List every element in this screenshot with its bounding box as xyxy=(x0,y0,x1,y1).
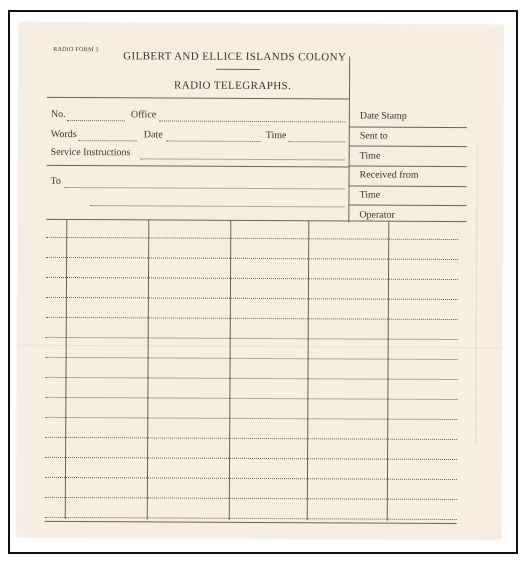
form-subtitle: RADIO TELEGRAPHS. xyxy=(173,79,292,93)
date-stamp-label: Date Stamp xyxy=(359,110,407,122)
form-title: GILBERT AND ELLICE ISLANDS COLONY xyxy=(123,50,347,64)
words-label: Words xyxy=(50,128,77,141)
grid-bottom-rule xyxy=(45,521,457,524)
received-time-label: Time xyxy=(359,189,381,201)
sent-time-label: Time xyxy=(359,150,381,162)
time-field[interactable] xyxy=(289,141,345,142)
time-label: Time xyxy=(265,130,287,142)
date-stamp-rule xyxy=(349,126,467,128)
service-instructions-label: Service Instructions xyxy=(50,146,131,159)
no-field[interactable] xyxy=(67,120,125,121)
to-field-line-2[interactable] xyxy=(90,205,344,207)
grid-column-divider xyxy=(147,219,150,519)
to-label: To xyxy=(50,175,61,187)
header-rule xyxy=(47,97,349,100)
grid-row-line[interactable] xyxy=(46,277,458,280)
grid-row-line[interactable] xyxy=(46,257,458,260)
received-from-rule xyxy=(348,185,466,187)
grid-row-line[interactable] xyxy=(45,517,457,520)
grid-row-line[interactable] xyxy=(45,377,457,380)
grid-column-divider xyxy=(307,220,310,520)
paper-fold-vertical xyxy=(475,145,478,445)
grid-column-divider xyxy=(65,219,68,519)
grid-row-line[interactable] xyxy=(45,497,457,500)
grid-column-divider xyxy=(387,221,390,521)
grid-row-line[interactable] xyxy=(45,437,457,440)
address-rule xyxy=(47,165,349,168)
title-underline xyxy=(216,69,260,70)
date-field[interactable] xyxy=(167,141,261,142)
operator-label: Operator xyxy=(359,209,395,221)
received-from-label: Received from xyxy=(359,169,419,181)
office-field[interactable] xyxy=(159,120,345,122)
grid-row-line[interactable] xyxy=(46,337,458,340)
right-column-divider xyxy=(348,56,350,222)
to-field-line-1[interactable] xyxy=(64,187,344,189)
sent-time-rule xyxy=(349,165,467,167)
telegram-form xyxy=(17,23,504,540)
grid-row-line[interactable] xyxy=(45,417,457,420)
grid-row-line[interactable] xyxy=(45,397,457,400)
words-field[interactable] xyxy=(79,140,137,141)
grid-row-line[interactable] xyxy=(46,317,458,320)
office-label: Office xyxy=(130,109,157,121)
grid-row-line[interactable] xyxy=(45,457,457,460)
grid-row-line[interactable] xyxy=(46,297,458,300)
sent-to-label: Sent to xyxy=(359,130,388,142)
grid-row-line[interactable] xyxy=(46,357,458,360)
message-grid xyxy=(45,219,459,521)
received-time-rule xyxy=(348,204,466,206)
no-label: No. xyxy=(50,108,66,120)
grid-row-line[interactable] xyxy=(46,237,458,240)
service-instructions-field[interactable] xyxy=(141,158,345,160)
grid-row-line[interactable] xyxy=(45,477,457,480)
form-number: RADIO FORM 1 xyxy=(53,46,99,54)
date-label: Date xyxy=(143,129,163,141)
sent-to-rule xyxy=(349,145,467,147)
grid-column-divider xyxy=(229,220,232,520)
